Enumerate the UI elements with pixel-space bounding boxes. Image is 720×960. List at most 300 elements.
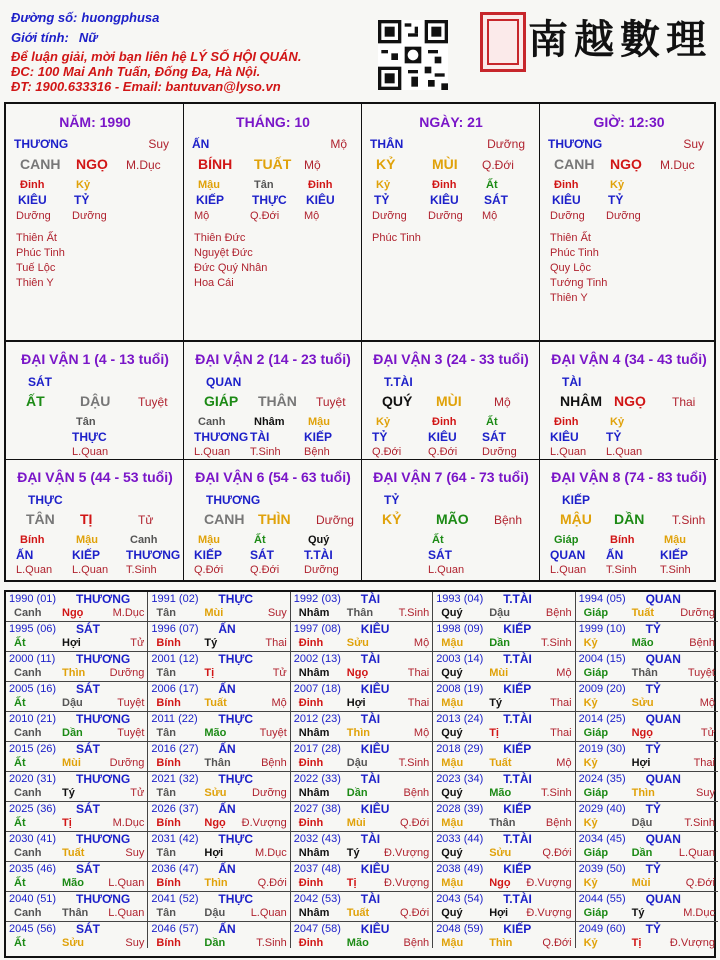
year-label: 1993 (04) (436, 593, 484, 605)
year-stem: Tân (156, 607, 176, 619)
dai-van-title: ĐẠI VẬN 7 (64 - 73 tuổi) (373, 469, 529, 485)
year-stem: Mậu (441, 757, 464, 769)
year-ten-god: THỰC (218, 892, 254, 906)
year-branch: Thân (204, 757, 231, 769)
year-ten-god: ẤN (218, 862, 236, 876)
dai-van-title: ĐẠI VẬN 8 (74 - 83 tuổi) (551, 469, 707, 485)
year-stem: Ất (14, 817, 26, 829)
year-stem: Nhâm (298, 667, 330, 679)
hidden-ten-god: SÁT (482, 430, 506, 444)
year-cell (433, 772, 575, 802)
year-branch: Dậu (631, 817, 653, 829)
year-stem: Giáp (583, 727, 609, 739)
year-cell (433, 802, 575, 832)
year-stage: Đ.Vượng (526, 907, 572, 919)
year-label: 2003 (14) (436, 653, 484, 665)
year-branch: Ngọ (489, 877, 511, 889)
dai-van-branch: THÂN (258, 393, 297, 409)
year-stage: M.Dục (683, 907, 715, 919)
year-branch: Mão (489, 787, 512, 799)
pillar-stage: Suy (683, 137, 704, 151)
hidden-stage: L.Quan (72, 564, 109, 576)
hidden-stage: Dưỡng (372, 210, 407, 222)
dai-van-title: ĐẠI VẬN 4 (34 - 43 tuổi) (551, 351, 707, 367)
hidden-stem: Quý (308, 534, 330, 546)
year-branch: Ngọ (631, 727, 653, 739)
year-branch: Tuất (62, 847, 85, 859)
year-stem: Quý (441, 727, 463, 739)
year-branch: Tị (346, 877, 357, 889)
year-cell (576, 892, 718, 922)
hidden-ten-god: ẤN (606, 548, 624, 562)
hidden-stem: Tân (76, 416, 96, 428)
gender-value: Nữ (78, 30, 98, 45)
dai-van-branch: MÙI (436, 393, 462, 409)
dai-van-title: ĐẠI VẬN 1 (4 - 13 tuổi) (21, 351, 169, 367)
pillar-branch-stage: Q.Đới (482, 158, 514, 172)
year-cell (6, 742, 148, 772)
year-cell (148, 862, 290, 892)
year-cell (291, 802, 433, 832)
year-stem: Tân (156, 667, 176, 679)
year-branch: Thìn (204, 877, 228, 889)
hidden-ten-god: TÀI (250, 430, 270, 444)
year-stem: Mậu (441, 937, 464, 949)
pillar-cell (362, 104, 540, 340)
pillar-star: Thiên Ất (16, 232, 57, 244)
year-branch: Tý (346, 847, 360, 859)
hidden-stage: Q.Đới (250, 564, 280, 576)
year-branch: Hợi (62, 637, 81, 649)
year-label: 2024 (35) (578, 773, 626, 785)
year-ten-god: T.TÀI (503, 712, 532, 726)
year-stem: Kỷ (583, 817, 598, 829)
year-stage: T.Sinh (541, 637, 572, 649)
year-stage: Dưỡng (109, 757, 145, 769)
gender-label: Giới tính: (11, 30, 69, 45)
pillar-ten-god: ẤN (192, 137, 210, 151)
year-stage: Thai (407, 667, 430, 679)
year-branch: Mùi (346, 817, 366, 829)
year-stem: Kỷ (583, 697, 598, 709)
year-cell (148, 592, 290, 622)
year-cell (148, 712, 290, 742)
dai-van-ten-god: THỰC (28, 493, 63, 507)
year-stage: Bệnh (689, 637, 715, 649)
year-stage: Đ.Vượng (241, 817, 287, 829)
year-cell (576, 922, 718, 948)
pillar-ten-god: THƯƠNG (548, 137, 603, 151)
year-label: 2010 (21) (9, 713, 57, 725)
year-label: 1991 (02) (151, 593, 199, 605)
year-ten-god: TỶ (645, 922, 661, 936)
year-stage: T.Sinh (398, 607, 430, 619)
dai-van-ten-god: KIẾP (562, 493, 591, 507)
year-stem: Mậu (441, 877, 464, 889)
year-stage: Tử (700, 727, 715, 739)
year-label: 2036 (47) (151, 863, 199, 875)
year-stem: Bính (156, 637, 181, 649)
hidden-ten-god: THƯƠNG (194, 430, 249, 444)
year-stage: Suy (267, 607, 287, 619)
year-branch: Thìn (62, 667, 86, 679)
hidden-ten-god: T.TÀI (304, 548, 333, 562)
dai-van-grid (4, 342, 716, 582)
year-branch: Mùi (62, 757, 81, 769)
year-branch: Sửu (346, 637, 369, 649)
year-stem: Quý (441, 907, 463, 919)
year-ten-god: T.TÀI (503, 832, 532, 846)
dai-van-stage: Tuyệt (316, 395, 346, 409)
year-branch: Tuất (346, 907, 370, 919)
year-label: 2046 (57) (151, 923, 199, 935)
hidden-stage: L.Quan (550, 564, 587, 576)
year-stem: Canh (14, 607, 42, 619)
year-branch: Thìn (346, 727, 371, 739)
year-ten-god: ẤN (218, 742, 236, 756)
pillar-title: NGÀY: 21 (419, 114, 483, 130)
hidden-stage: Dưỡng (304, 564, 339, 576)
year-stem: Giáp (583, 847, 609, 859)
year-ten-god: QUAN (645, 652, 681, 666)
dai-van-stage: Thai (672, 395, 696, 409)
pillar-star: Tuế Lộc (16, 262, 56, 274)
dai-van-stem: CANH (204, 511, 245, 527)
year-label: 2034 (45) (578, 833, 626, 845)
dai-van-cell (184, 460, 362, 580)
site-title: 南越數理 (528, 16, 712, 63)
year-label: 2005 (16) (9, 683, 57, 695)
year-stem: Đinh (298, 757, 324, 769)
year-stem: Bính (156, 817, 181, 829)
hidden-ten-god: TỶ (374, 193, 390, 207)
year-stem: Ất (14, 877, 26, 889)
year-ten-god: THƯƠNG (76, 892, 131, 906)
year-branch: Thân (489, 817, 516, 829)
annual-luck-table (4, 590, 716, 958)
year-branch: Thân (62, 907, 89, 919)
hidden-stem: Mậu (76, 534, 98, 546)
year-stem: Bính (156, 697, 181, 709)
dai-van-stem: QUÝ (382, 393, 413, 409)
year-stage: Bệnh (545, 607, 572, 619)
year-stem: Ất (14, 757, 26, 769)
dai-van-branch: DẦN (614, 511, 645, 527)
hidden-stem: Nhâm (254, 416, 285, 428)
year-stem: Quý (441, 667, 463, 679)
hidden-stem: Canh (130, 534, 158, 546)
hidden-stem: Đinh (432, 179, 457, 191)
year-cell (291, 862, 433, 892)
hidden-ten-god: TỶ (372, 430, 388, 444)
hidden-stem: Bính (610, 534, 635, 546)
account-label: Đường số: (11, 10, 78, 25)
year-stem: Bính (156, 877, 181, 889)
year-stem: Bính (156, 757, 181, 769)
hidden-stem: Đinh (554, 416, 579, 428)
year-stage: Dưỡng (109, 667, 145, 679)
hidden-stage: L.Quan (16, 564, 53, 576)
year-label: 2009 (20) (578, 683, 626, 695)
year-cell (291, 652, 433, 682)
year-branch: Mùi (204, 607, 224, 619)
pillar-star: Phúc Tinh (372, 232, 421, 244)
year-ten-god: THƯƠNG (76, 772, 131, 786)
dai-van-stage: T.Sinh (672, 513, 706, 527)
hidden-stem: Đinh (308, 179, 333, 191)
year-stem: Quý (441, 787, 463, 799)
hidden-ten-god: TỶ (74, 193, 90, 207)
pillar-star: Tướng Tinh (550, 277, 608, 289)
year-branch: Dậu (489, 607, 510, 619)
pillar-branch-stage: M.Dục (660, 158, 695, 172)
year-branch: Tý (489, 697, 503, 709)
dai-van-stem: KỶ (382, 511, 402, 527)
year-stage: Thai (693, 757, 715, 769)
year-stage: Q.Đới (542, 937, 572, 949)
hidden-ten-god: THỰC (72, 430, 107, 444)
year-stage: Q.Đới (685, 877, 715, 889)
year-ten-god: SÁT (76, 622, 100, 636)
hidden-stage: Bệnh (304, 446, 330, 458)
year-cell (6, 652, 148, 682)
year-stage: L.Quan (678, 847, 715, 859)
dai-van-stem: GIÁP (204, 393, 239, 409)
year-branch: Sửu (62, 937, 85, 949)
year-stem: Canh (14, 727, 42, 739)
year-branch: Dần (204, 937, 226, 949)
dai-van-title: ĐẠI VẬN 2 (14 - 23 tuổi) (195, 351, 351, 367)
year-ten-god: SÁT (76, 862, 100, 876)
year-stem: Kỷ (583, 937, 598, 949)
dai-van-branch: TỊ (80, 511, 93, 527)
hidden-ten-god: KIÊU (550, 430, 579, 444)
year-label: 1992 (03) (293, 593, 341, 605)
hidden-ten-god: KIẾP (304, 430, 333, 444)
year-ten-god: QUAN (645, 592, 681, 606)
year-ten-god: THƯƠNG (76, 592, 131, 606)
pillar-star: Thiên Y (550, 292, 588, 304)
year-label: 2014 (25) (578, 713, 626, 725)
year-stage: Q.Đới (399, 907, 430, 919)
year-stage: Tuyệt (117, 727, 145, 739)
gender-line (11, 30, 98, 46)
year-cell (6, 802, 148, 832)
pillar-star: Quy Lộc (550, 262, 591, 274)
year-cell (433, 742, 575, 772)
year-branch: Dần (631, 847, 653, 859)
year-stage: Bệnh (403, 937, 430, 949)
year-stem: Canh (14, 667, 42, 679)
dai-van-title: ĐẠI VẬN 6 (54 - 63 tuổi) (195, 469, 351, 485)
year-label: 2049 (60) (578, 923, 626, 935)
pillar-branch-stage: Mộ (304, 158, 321, 172)
year-cell (576, 592, 718, 622)
year-ten-god: KIÊU (360, 862, 390, 876)
year-cell (291, 832, 433, 862)
year-ten-god: TÀI (360, 592, 381, 606)
dai-van-stage: Tử (138, 513, 154, 527)
dai-van-branch: NGỌ (614, 393, 646, 409)
year-ten-god: TÀI (360, 772, 381, 786)
year-cell (433, 892, 575, 922)
dai-van-branch: MÃO (436, 511, 469, 527)
pillar-title: THÁNG: 10 (236, 114, 310, 130)
hidden-stage: Dưỡng (428, 210, 463, 222)
year-branch: Hợi (346, 697, 366, 709)
year-ten-god: ẤN (218, 682, 236, 696)
year-cell (6, 892, 148, 922)
year-ten-god: TÀI (360, 712, 381, 726)
dai-van-cell (540, 460, 718, 580)
dai-van-cell (6, 342, 184, 460)
hidden-stage: Mộ (304, 210, 320, 222)
year-branch: Mùi (631, 877, 651, 889)
dai-van-branch: DẬU (80, 393, 111, 409)
year-label: 2022 (33) (293, 773, 341, 785)
dai-van-ten-god: QUAN (206, 375, 242, 389)
hidden-stage: L.Quan (194, 446, 231, 458)
dai-van-title: ĐẠI VẬN 5 (44 - 53 tuổi) (17, 469, 173, 485)
hidden-ten-god: SÁT (250, 548, 274, 562)
year-cell (576, 772, 718, 802)
year-ten-god: QUAN (645, 712, 681, 726)
year-stem: Đinh (298, 877, 324, 889)
year-ten-god: SÁT (76, 742, 100, 756)
year-label: 2004 (15) (578, 653, 626, 665)
year-cell (576, 652, 718, 682)
year-stage: Thai (550, 697, 572, 709)
year-cell (433, 682, 575, 712)
year-label: 2048 (59) (436, 923, 484, 935)
year-stem: Nhâm (298, 607, 330, 619)
year-cell (148, 832, 290, 862)
year-label: 2019 (30) (578, 743, 626, 755)
hidden-stage: Q.Đới (428, 446, 458, 458)
year-ten-god: THƯƠNG (76, 832, 131, 846)
header (0, 0, 720, 100)
year-stage: M.Dục (255, 847, 287, 859)
hidden-stem: Bính (20, 534, 45, 546)
year-stage: M.Dục (112, 607, 145, 619)
year-cell (6, 712, 148, 742)
hidden-ten-god: THƯƠNG (126, 548, 181, 562)
year-label: 2037 (48) (293, 863, 341, 875)
year-ten-god: QUAN (645, 772, 681, 786)
year-cell (291, 892, 433, 922)
year-stage: L.Quan (108, 907, 145, 919)
year-cell (576, 622, 718, 652)
year-branch: Ngọ (346, 667, 369, 679)
year-branch: Dần (62, 727, 83, 739)
year-stage: T.Sinh (541, 787, 572, 799)
year-branch: Ngọ (62, 607, 84, 619)
hidden-ten-god: THỰC (252, 193, 287, 207)
year-branch: Tị (631, 937, 642, 949)
dai-van-ten-god: TỶ (384, 493, 400, 507)
year-branch: Sửu (204, 787, 227, 799)
year-stage: Đ.Vượng (669, 937, 715, 949)
year-label: 2031 (42) (151, 833, 199, 845)
year-stem: Ất (14, 697, 26, 709)
year-ten-god: THƯƠNG (76, 712, 131, 726)
year-cell (433, 622, 575, 652)
hidden-stem: Mậu (198, 179, 220, 191)
hidden-ten-god: TỶ (608, 193, 624, 207)
dai-van-branch: THÌN (258, 511, 291, 527)
year-branch: Thìn (631, 787, 655, 799)
year-ten-god: SÁT (76, 922, 100, 936)
year-cell (6, 832, 148, 862)
year-cell (576, 682, 718, 712)
year-label: 2006 (17) (151, 683, 199, 695)
year-stage: Thai (407, 697, 430, 709)
year-ten-god: KIẾP (503, 922, 532, 936)
pillar-branch: NGỌ (610, 156, 642, 172)
year-label: 1997 (08) (293, 623, 341, 635)
year-branch: Mão (631, 637, 654, 649)
hidden-ten-god: KIẾP (72, 548, 101, 562)
year-label: 2008 (19) (436, 683, 484, 695)
qr-code-icon (378, 20, 448, 90)
pillar-star: Phúc Tinh (16, 247, 65, 259)
hidden-stage: Q.Đới (194, 564, 224, 576)
year-stage: Q.Đới (542, 847, 572, 859)
year-stage: Bệnh (261, 757, 287, 769)
pillar-ten-god: THÂN (370, 137, 404, 151)
year-stem: Tân (156, 847, 176, 859)
year-label: 2044 (55) (578, 893, 626, 905)
year-label: 2033 (44) (436, 833, 484, 845)
year-cell (6, 862, 148, 892)
year-label: 2035 (46) (9, 863, 57, 875)
year-branch: Mão (346, 937, 369, 949)
year-ten-god: ẤN (218, 802, 236, 816)
hidden-ten-god: KIÊU (430, 193, 459, 207)
year-stage: Bệnh (545, 817, 572, 829)
year-stage: Mộ (413, 637, 430, 649)
year-ten-god: SÁT (76, 802, 100, 816)
year-stage: Suy (125, 847, 145, 859)
year-ten-god: KIÊU (360, 742, 390, 756)
year-stage: Tuyệt (259, 727, 287, 739)
year-branch: Thân (346, 607, 374, 619)
year-branch: Tý (204, 637, 218, 649)
year-stem: Giáp (583, 787, 609, 799)
year-label: 2012 (23) (293, 713, 341, 725)
hidden-stage: Mộ (482, 210, 498, 222)
year-label: 2026 (37) (151, 803, 199, 815)
year-ten-god: T.TÀI (503, 592, 532, 606)
year-stage: Đ.Vượng (526, 877, 572, 889)
hidden-stem: Tân (254, 179, 274, 191)
year-label: 2007 (18) (293, 683, 341, 695)
hidden-ten-god: SÁT (428, 548, 452, 562)
year-stage: Đ.Vượng (384, 847, 430, 859)
year-stage: Mộ (556, 757, 572, 769)
year-label: 2013 (24) (436, 713, 484, 725)
year-cell (291, 622, 433, 652)
pillar-title: NĂM: 1990 (59, 114, 131, 130)
hidden-stage: L.Quan (550, 446, 587, 458)
year-cell (576, 742, 718, 772)
year-stage: T.Sinh (256, 937, 287, 949)
pillar-star: Thiên Y (16, 277, 54, 289)
dai-van-cell (540, 342, 718, 460)
hidden-stem: Đinh (20, 179, 45, 191)
year-label: 1999 (10) (578, 623, 626, 635)
year-stem: Kỷ (583, 757, 598, 769)
